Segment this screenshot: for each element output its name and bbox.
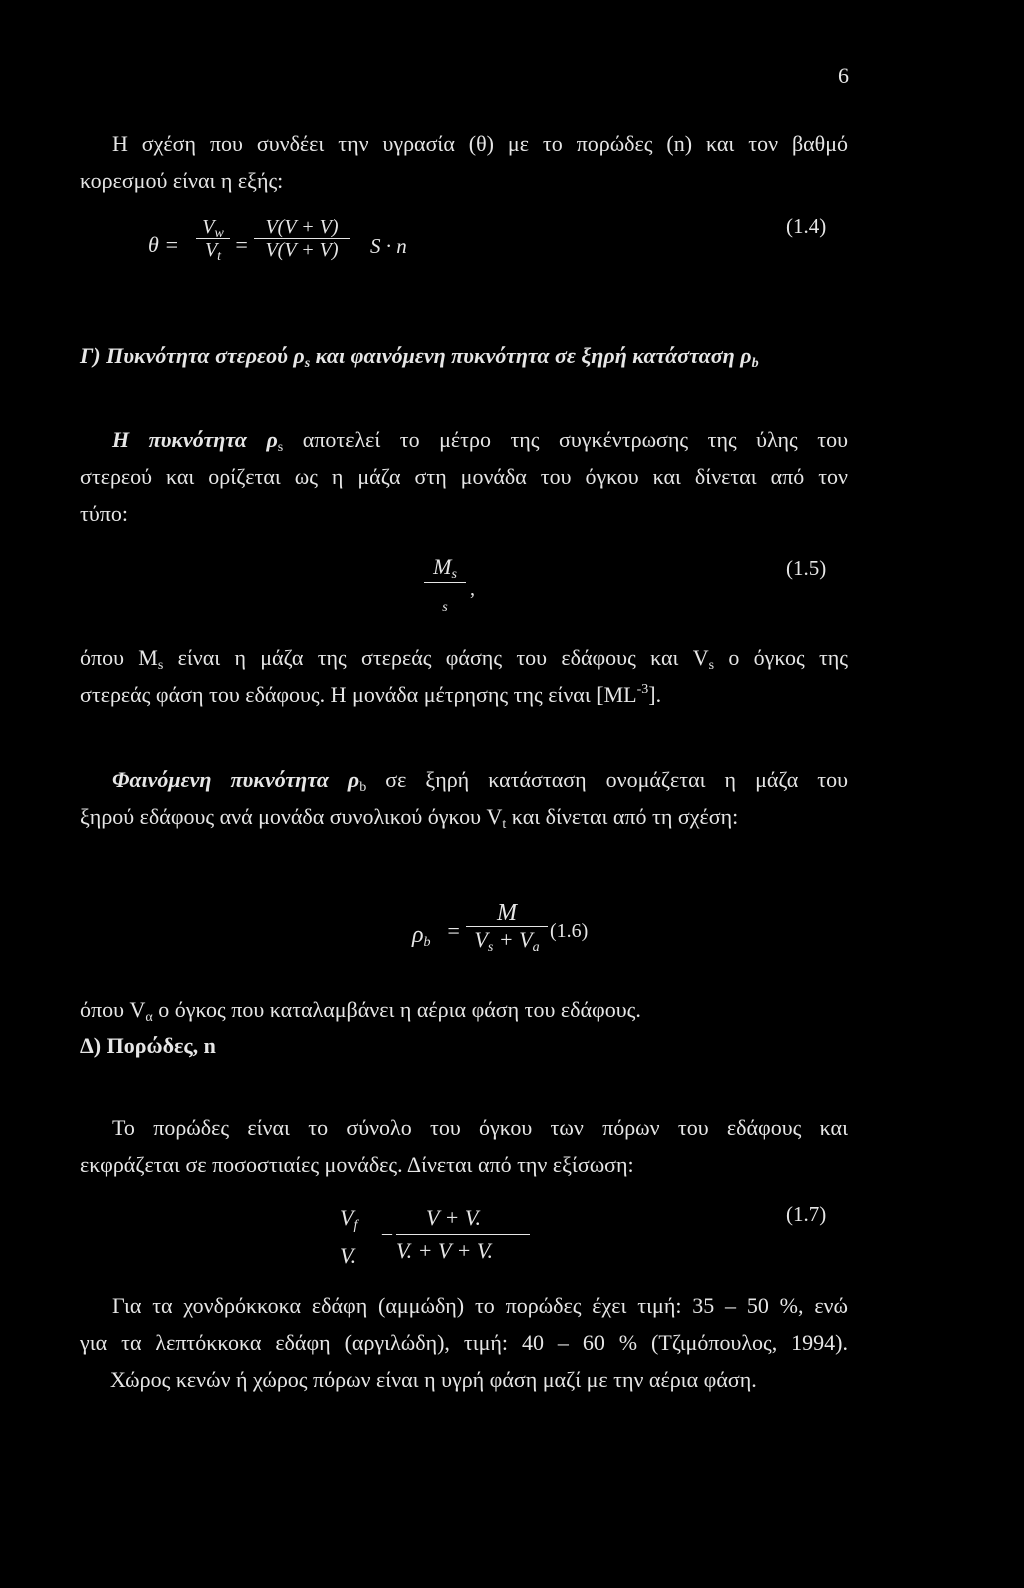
paragraph-line: για τα λεπτόκκοκα εδάφη (αργιλώδη), τιμή: 40 – 60 % (Τζιμόπουλος, 1994). xyxy=(80,1330,848,1355)
paragraph-porosity xyxy=(80,1114,848,1179)
equation-comma: , xyxy=(470,578,475,600)
equation-number: (1.7) xyxy=(786,1202,827,1226)
paragraph-bulk-density xyxy=(80,766,848,831)
fraction-numerator: $V_f$ xyxy=(340,1205,358,1233)
fraction-denominator: V. + V + V. xyxy=(396,1238,493,1263)
paragraph-line: στερεού και ορίζεται ως η μάζα στη μονάδα του όγκου και δίνεται από τον xyxy=(80,464,848,489)
paragraph-moisture xyxy=(80,130,848,195)
fraction-bar xyxy=(396,1234,530,1235)
equation-fraction xyxy=(424,556,466,619)
paragraph-line: Για τα χονδρόκκοκα εδάφη (αμμώδη) το πορώδες έχει τιμή: 35 – 50 %, ενώ xyxy=(112,1293,848,1318)
equation-equals: = xyxy=(446,918,461,943)
equation-equals: = xyxy=(234,232,249,257)
paragraph-porosity-values xyxy=(80,1292,848,1394)
equation-fraction-1 xyxy=(196,216,230,264)
paragraph-mass-definition xyxy=(80,644,848,709)
equation-fraction xyxy=(466,900,548,953)
equation-dash: – xyxy=(382,1222,392,1244)
fraction-denominator: V. xyxy=(340,1243,357,1268)
equation-fraction-2 xyxy=(396,1206,530,1263)
fraction-denominator: V(V + V) xyxy=(265,239,339,261)
paragraph-line: στερεάς φάση του εδάφους. Η μονάδα μέτρησης της είναι $[ML^{-3}]$. xyxy=(80,682,662,707)
section-heading-delta: Δ) Πορώδες, n xyxy=(80,1033,216,1058)
paragraph-line: εκφράζεται σε ποσοστιαίες μονάδες. Δίνεται από την εξίσωση: xyxy=(80,1152,634,1177)
fraction-numerator: V + V. xyxy=(426,1205,481,1230)
fraction-numerator: $V_w$ xyxy=(202,216,224,241)
paragraph-line: Το πορώδες είναι το σύνολο του όγκου των πόρων του εδάφους και xyxy=(112,1115,848,1140)
fraction-numerator: $M_s$ xyxy=(433,554,457,582)
paragraph-line: κορεσμού είναι η εξής: xyxy=(80,168,284,193)
equation-fraction-2 xyxy=(254,216,350,261)
equation-fraction-1 xyxy=(340,1206,380,1268)
equation-number: (1.4) xyxy=(786,214,827,238)
page-number: 6 xyxy=(838,63,849,88)
paragraph-line: ξηρού εδάφους ανά μονάδα συνολικού όγκου $V_t$ και δίνεται από τη σχέση: xyxy=(80,804,739,832)
fraction-denominator: $V_s + V_a$ xyxy=(474,927,540,955)
section-heading-gamma: Γ) Πυκνότητα στερεού $\rho_s$ και φαινόμενη πυκνότητα σε ξηρή κατάσταση $\rho_b$ xyxy=(80,343,759,371)
den-v1: V xyxy=(474,927,488,952)
paragraph-density xyxy=(80,426,848,528)
fraction-numerator: V(V + V) xyxy=(265,216,339,238)
fraction-numerator: M xyxy=(497,900,517,926)
equation-number: (1.6) xyxy=(550,920,589,942)
paragraph-line: Φαινόμενη πυκνότητα $\rho_b$ σε ξηρή κατάσταση ονομάζεται η μάζα του xyxy=(112,767,848,795)
equation-number: (1.5) xyxy=(786,556,827,580)
fraction-bar xyxy=(424,582,466,583)
paragraph-line: Χώρος κενών ή χώρος πόρων είναι η υγρή φάση μαζί με την αέρια φάση. xyxy=(110,1367,757,1392)
paragraph-line: Η πυκνότητα $\rho_s$ αποτελεί το μέτρο της συγκέντρωσης της ύλης του xyxy=(112,427,848,455)
equation-rhs: S · n xyxy=(370,234,407,258)
fraction-denominator: $V_t$ xyxy=(204,239,222,264)
paragraph-line: Η σχέση που συνδέει την υγρασία (θ) με το πορώδες (n) και τον βαθμό xyxy=(112,131,848,156)
paragraph-line: όπου $M_s$ είναι η μάζα της στερεάς φάσης του εδάφους και $V_s$ ο όγκος της xyxy=(80,645,849,673)
paragraph-air-volume: όπου $V_\alpha$ ο όγκος που καταλαμβάνει η αέρια φάση του εδάφους. xyxy=(80,997,641,1025)
equation-theta: θ = xyxy=(148,232,180,257)
equation-lhs: $\rho_b$ xyxy=(412,922,431,950)
paragraph-line: τύπο: xyxy=(80,501,128,526)
fraction-denominator: s xyxy=(442,600,448,615)
